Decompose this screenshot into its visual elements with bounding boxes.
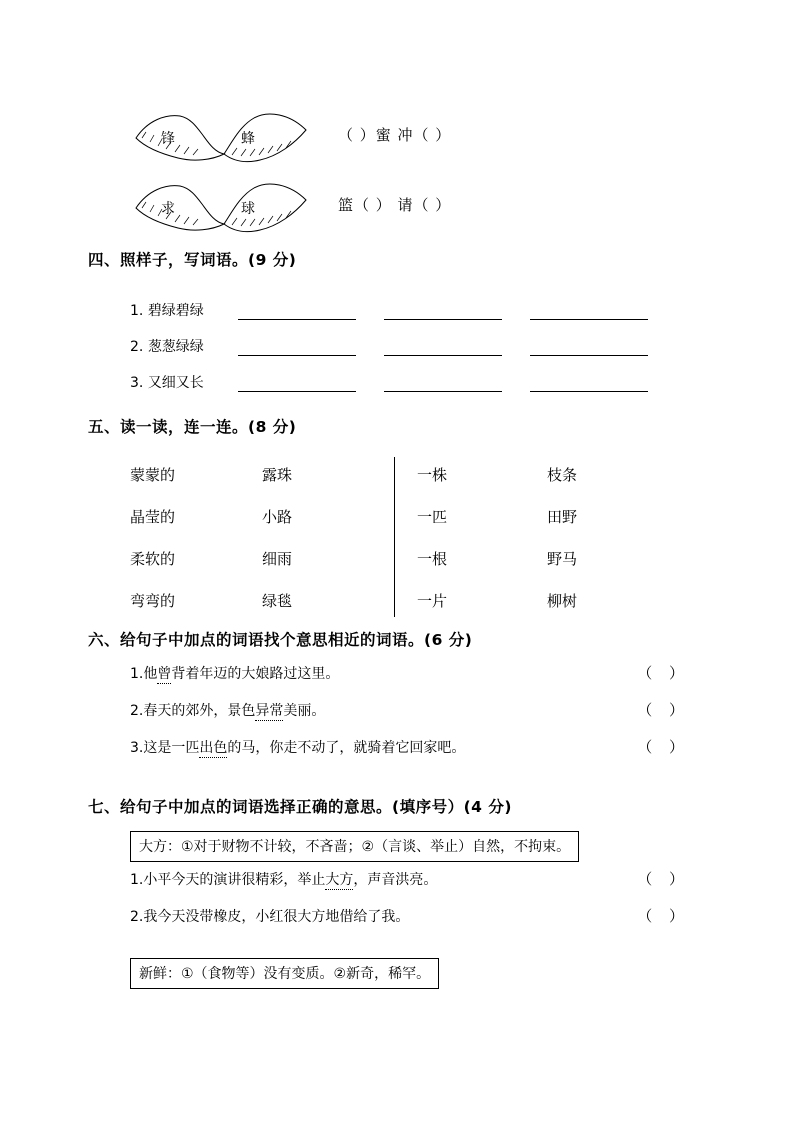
question-row: [88, 699, 708, 736]
marked-word: 曾: [157, 666, 172, 682]
leaf-puzzle-row: [88, 108, 708, 170]
leaf-char-right: 球: [241, 201, 255, 217]
section-6-heading: 六、给句子中加点的词语找个意思相近的词语。(6 分): [88, 631, 473, 649]
row-label: 1. 碧绿碧绿: [130, 303, 204, 319]
match-item[interactable]: 柳树: [547, 591, 578, 610]
leaf-puzzle-row: [88, 178, 708, 240]
leaf-answer-line[interactable]: 篮（ ） 请（ ）: [338, 196, 452, 214]
match-column-right-b: [547, 453, 667, 621]
leaf-puzzle-block: [88, 108, 708, 238]
match-item[interactable]: 野马: [547, 549, 578, 568]
question-text: 2.我今天没带橡皮，小红很大方地借给了我。: [130, 909, 410, 925]
section-4-items: [88, 284, 708, 392]
leaf-char-right: 蜂: [241, 131, 255, 147]
answer-blank[interactable]: [384, 318, 502, 320]
section-4-row: [88, 356, 708, 392]
answer-blank[interactable]: [384, 354, 502, 356]
match-item[interactable]: 枝条: [547, 465, 578, 484]
section-6: [88, 628, 708, 773]
answer-parenthesis[interactable]: （ ）: [637, 907, 690, 925]
answer-parenthesis[interactable]: （ ）: [637, 664, 690, 682]
row-label: 2. 葱葱绿绿: [130, 339, 204, 355]
section-5: [88, 415, 708, 621]
question-row: [88, 662, 708, 699]
row-label: 3. 又细又长: [130, 375, 204, 391]
match-item[interactable]: 一株: [417, 465, 448, 484]
match-item[interactable]: 一片: [417, 591, 448, 610]
match-item[interactable]: 小路: [262, 507, 293, 526]
match-column-right-a: [417, 453, 547, 621]
section-5-heading: 五、读一读，连一连。(8 分): [88, 418, 297, 436]
question-text: 3.这是一匹出色的马，你走不动了，就骑着它回家吧。: [130, 740, 466, 756]
question-row: [88, 736, 708, 773]
match-item[interactable]: 晶莹的: [130, 507, 176, 526]
section-4: [88, 248, 708, 392]
question-row: [88, 868, 708, 905]
match-item[interactable]: 绿毯: [262, 591, 293, 610]
leaf-outline-icon: [128, 108, 318, 166]
section-4-row: [88, 320, 708, 356]
answer-blank[interactable]: [384, 390, 502, 392]
section-7-items: [88, 868, 708, 942]
answer-blank[interactable]: [530, 354, 648, 356]
match-column-mid: [262, 453, 394, 621]
section-4-heading: 四、照样子，写词语。(9 分): [88, 251, 297, 269]
answer-blank[interactable]: [530, 318, 648, 320]
vertical-divider: [394, 457, 395, 617]
answer-blank[interactable]: [238, 318, 356, 320]
question-text: 1.他曾背着年迈的大娘路过这里。: [130, 666, 340, 682]
leaf-outline-icon: [128, 178, 318, 236]
section-7-heading: 七、给句子中加点的词语选择正确的意思。(填序号）(4 分): [88, 798, 512, 816]
definition-box-xinxian: 新鲜：①（食物等）没有变质。②新奇，稀罕。: [130, 958, 439, 989]
section-6-items: [88, 662, 708, 773]
leaf-char-left: 锋: [161, 131, 175, 147]
match-item[interactable]: 弯弯的: [130, 591, 176, 610]
marked-word: 大方: [325, 872, 354, 888]
match-item[interactable]: 露珠: [262, 465, 293, 484]
match-item[interactable]: 田野: [547, 507, 578, 526]
matching-exercise: [88, 453, 708, 621]
definition-box-dafang: 大方：①对于财物不计较，不吝啬；②（言谈、举止）自然，不拘束。: [130, 831, 579, 862]
section-7: [88, 795, 708, 995]
leaf-shape-pair: [128, 178, 318, 236]
question-row: [88, 905, 708, 942]
answer-blank[interactable]: [238, 390, 356, 392]
match-item[interactable]: 柔软的: [130, 549, 176, 568]
section-4-row: [88, 284, 708, 320]
question-text: 2.春天的郊外，景色异常美丽。: [130, 703, 326, 719]
marked-word: 出色: [199, 740, 228, 756]
match-item[interactable]: 蒙蒙的: [130, 465, 176, 484]
leaf-char-left: 求: [161, 201, 175, 217]
match-item[interactable]: 细雨: [262, 549, 293, 568]
leaf-answer-line[interactable]: （ ）蜜 冲（ ）: [338, 126, 452, 144]
leaf-shape-pair: [128, 108, 318, 166]
answer-blank[interactable]: [238, 354, 356, 356]
answer-parenthesis[interactable]: （ ）: [637, 701, 690, 719]
match-item[interactable]: 一根: [417, 549, 448, 568]
answer-parenthesis[interactable]: （ ）: [637, 738, 690, 756]
match-item[interactable]: 一匹: [417, 507, 448, 526]
answer-parenthesis[interactable]: （ ）: [637, 870, 690, 888]
match-column-left: [88, 453, 262, 621]
question-text: 1.小平今天的演讲很精彩，举止大方，声音洪亮。: [130, 872, 438, 888]
marked-word: 异常: [255, 703, 284, 719]
answer-blank[interactable]: [530, 390, 648, 392]
